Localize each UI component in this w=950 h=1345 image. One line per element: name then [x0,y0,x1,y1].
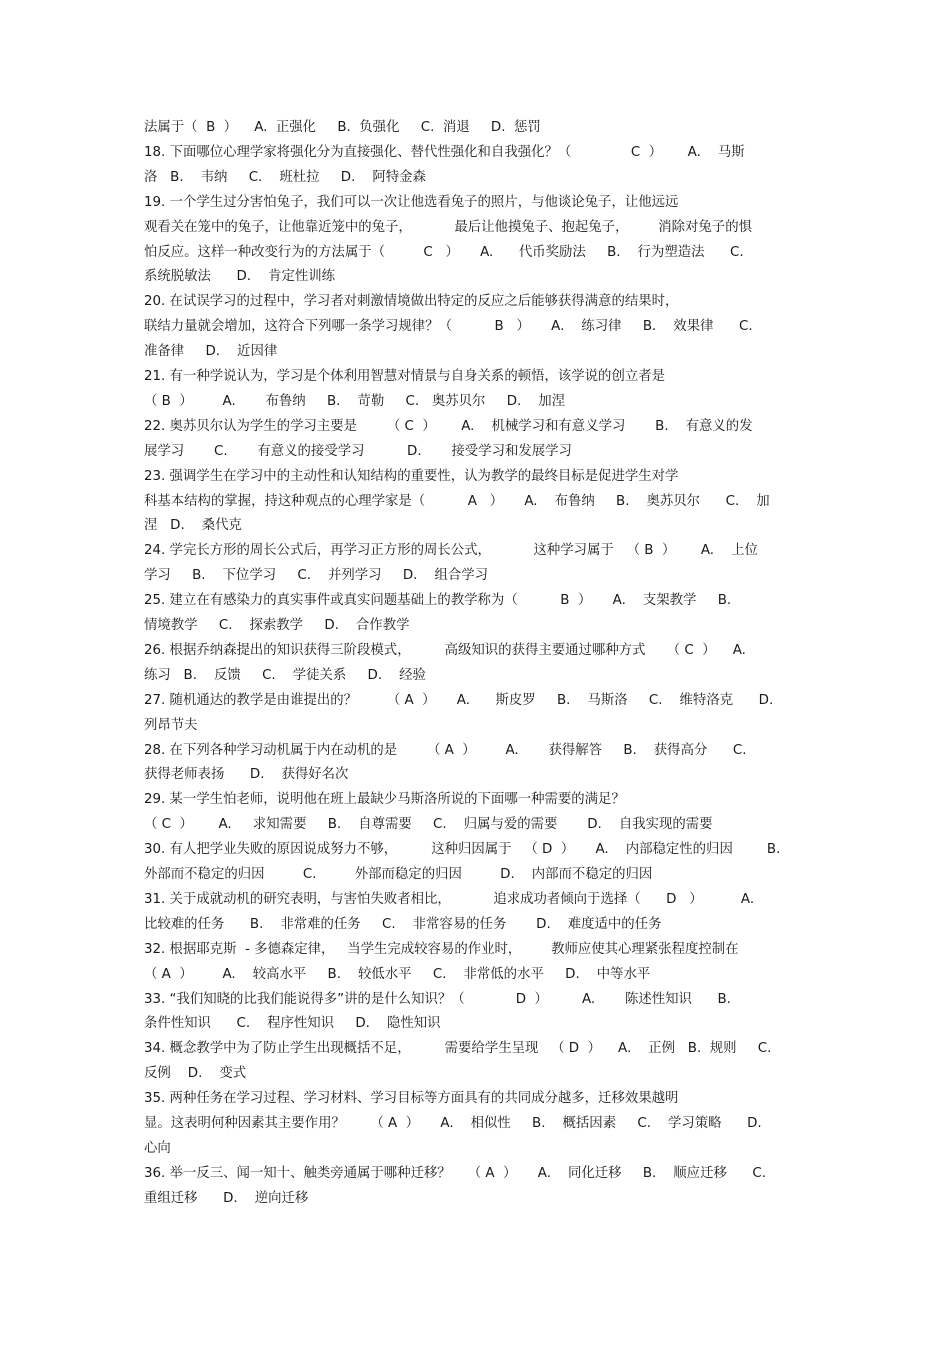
text-line: 外部而不稳定的归因 C. 外部而稳定的归因 D. 内部而不稳定的归因 [144,867,653,882]
text-line: 洛 B. 韦纳 C. 班杜拉 D. 阿特金森 [144,169,426,185]
text-line: 获得老师表扬 D. 获得好名次 [144,767,349,783]
text-line: 29. 某一学生怕老师，说明他在班上最缺少马斯洛所说的下面哪一种需要的满足？ [144,792,625,808]
text-line: 列昂节夫 [144,717,198,733]
text-line: 系统脱敏法 D. 肯定性训练 [144,269,336,285]
text-line: （ A ） A. 较高水平 B. 较低水平 C. 非常低的水平 D. 中等水平 [144,966,651,982]
text-line: （ C ） A. 求知需要 B. 自尊需要 C. 归属与爱的需要 D. 自我实现的需要 [144,817,713,833]
text-line: 练习 B. 反馈 C. 学徒关系 D. 经验 [144,667,426,683]
text-line: 21. 有一种学说认为，学习是个体利用智慧对情景与自身关系的顿悟，该学说的创立者是 [144,369,666,384]
text-line: 心向 [144,1140,171,1156]
text-line: 24. 学完长方形的周长公式后，再学习正方形的周长公式， 这种学习属于 （ B ） A. 上位 [144,543,758,559]
text-line: 26. 根据乔纳森提出的知识获得三阶段模式， 高级知识的获得主要通过哪种方式 （ C ） A. [144,642,746,658]
text-line: 重组迁移 D. 逆向迁移 [144,1190,309,1206]
text-line: 科基本结构的掌握，持这种观点的心理学家是（ A ） A. 布鲁纳 B. 奥苏贝尔 C. 加 [144,493,770,509]
text-line: 19. 一个学生过分害怕兔子，我们可以一次让他选看兔子的照片，与他谈论兔子，让他远远 [144,194,679,210]
text-line: 23. 强调学生在学习中的主动性和认知结构的重要性，认为教学的最终目标是促进学生对学 [144,468,679,484]
text-line: 22. 奥苏贝尔认为学生的学习主要是 （ C ） A. 机械学习和有意义学习 B. 有意义的发 [144,418,753,434]
text-line: 情境教学 C. 探索教学 D. 合作教学 [144,618,410,633]
text-line: 比较难的任务 B. 非常难的任务 C. 非常容易的任务 D. 难度适中的任务 [144,916,662,932]
text-line: 31. 关于成就动机的研究表明，与害怕失败者相比， 追求成功者倾向于选择（ D ） A. [144,891,755,907]
text-line: 25. 建立在有感染力的真实事件或真实问题基础上的教学称为（ B ） A. 支架教学 B. [144,593,732,609]
text-line: 怕反应。这样一种改变行为的方法属于（ C ） A. 代币奖励法 B. 行为塑造法 C. [144,244,744,260]
text-line: （ B ） A. 布鲁纳 B. 苛勒 C. 奥苏贝尔 D. 加涅 [144,393,566,409]
text-line: 32. 根据耶克斯 - 多德森定律， 当学生完成较容易的作业时， 教师应使其心理紧张程度控制在 [144,941,739,957]
text-line: 学习 B. 下位学习 C. 并列学习 D. 组合学习 [144,568,489,584]
text-line: 联结力量就会增加，这符合下列哪一条学习规律？（ B ） A. 练习律 B. 效果律 C. [144,319,753,335]
text-line: 观看关在笼中的兔子，让他靠近笼中的兔子， 最后让他摸兔子、抱起兔子， 消除对兔子的惧 [144,219,752,235]
text-line: 28. 在下列各种学习动机属于内在动机的是 （ A ） A. 获得解答 B. 获得高分 C. [144,742,747,758]
text-line: 反例 D. 变式 [144,1066,247,1082]
text-line: 27. 随机通达的教学是由谁提出的？ （ A ） A. 斯皮罗 B. 马斯洛 C. 维特洛克 D. [144,692,774,708]
text-line: 准备律 D. 近因律 [144,344,278,360]
text-line: 条件性知识 C. 程序性知识 D. 隐性知识 [144,1016,441,1032]
text-line: 18. 下面哪位心理学家将强化分为直接强化、替代性强化和自我强化？（ C ） A. 马斯 [144,144,745,160]
text-line: 30. 有人把学业失败的原因说成努力不够， 这种归因属于 （ D ） A. 内部稳定性的归因 B. [144,842,781,858]
text-line: 34. 概念教学中为了防止学生出现概括不足， 需要给学生呈现 （ D ） A. 正例 B. 规则 C. [144,1041,772,1057]
text-line: 涅 D. 桑代克 [144,518,242,534]
text-line: 35. 两种任务在学习过程、学习材料、学习目标等方面具有的共同成分越多，迁移效果越明 [144,1091,679,1107]
text-line: 展学习 C. 有意义的接受学习 D. 接受学习和发展学习 [144,443,572,459]
text-line: 20. 在试误学习的过程中，学习者对刺激情境做出特定的反应之后能够获得满意的结果时， [144,294,679,310]
text-line: 33. “我们知晓的比我们能说得多”讲的是什么知识？（ D ） A. 陈述性知识 B. [144,991,731,1007]
text-line: 显。这表明何种因素其主要作用？ （ A ） A. 相似性 B. 概括因素 C. 学习策略 D. [144,1116,762,1131]
text-line: 法属于（ B ） A. 正强化 B. 负强化 C. 消退 D. 惩罚 [144,120,541,135]
text-line: 36. 举一反三、闻一知十、触类旁通属于哪种迁移？ （ A ） A. 同化迁移 B. 顺应迁移 C. [144,1165,767,1181]
